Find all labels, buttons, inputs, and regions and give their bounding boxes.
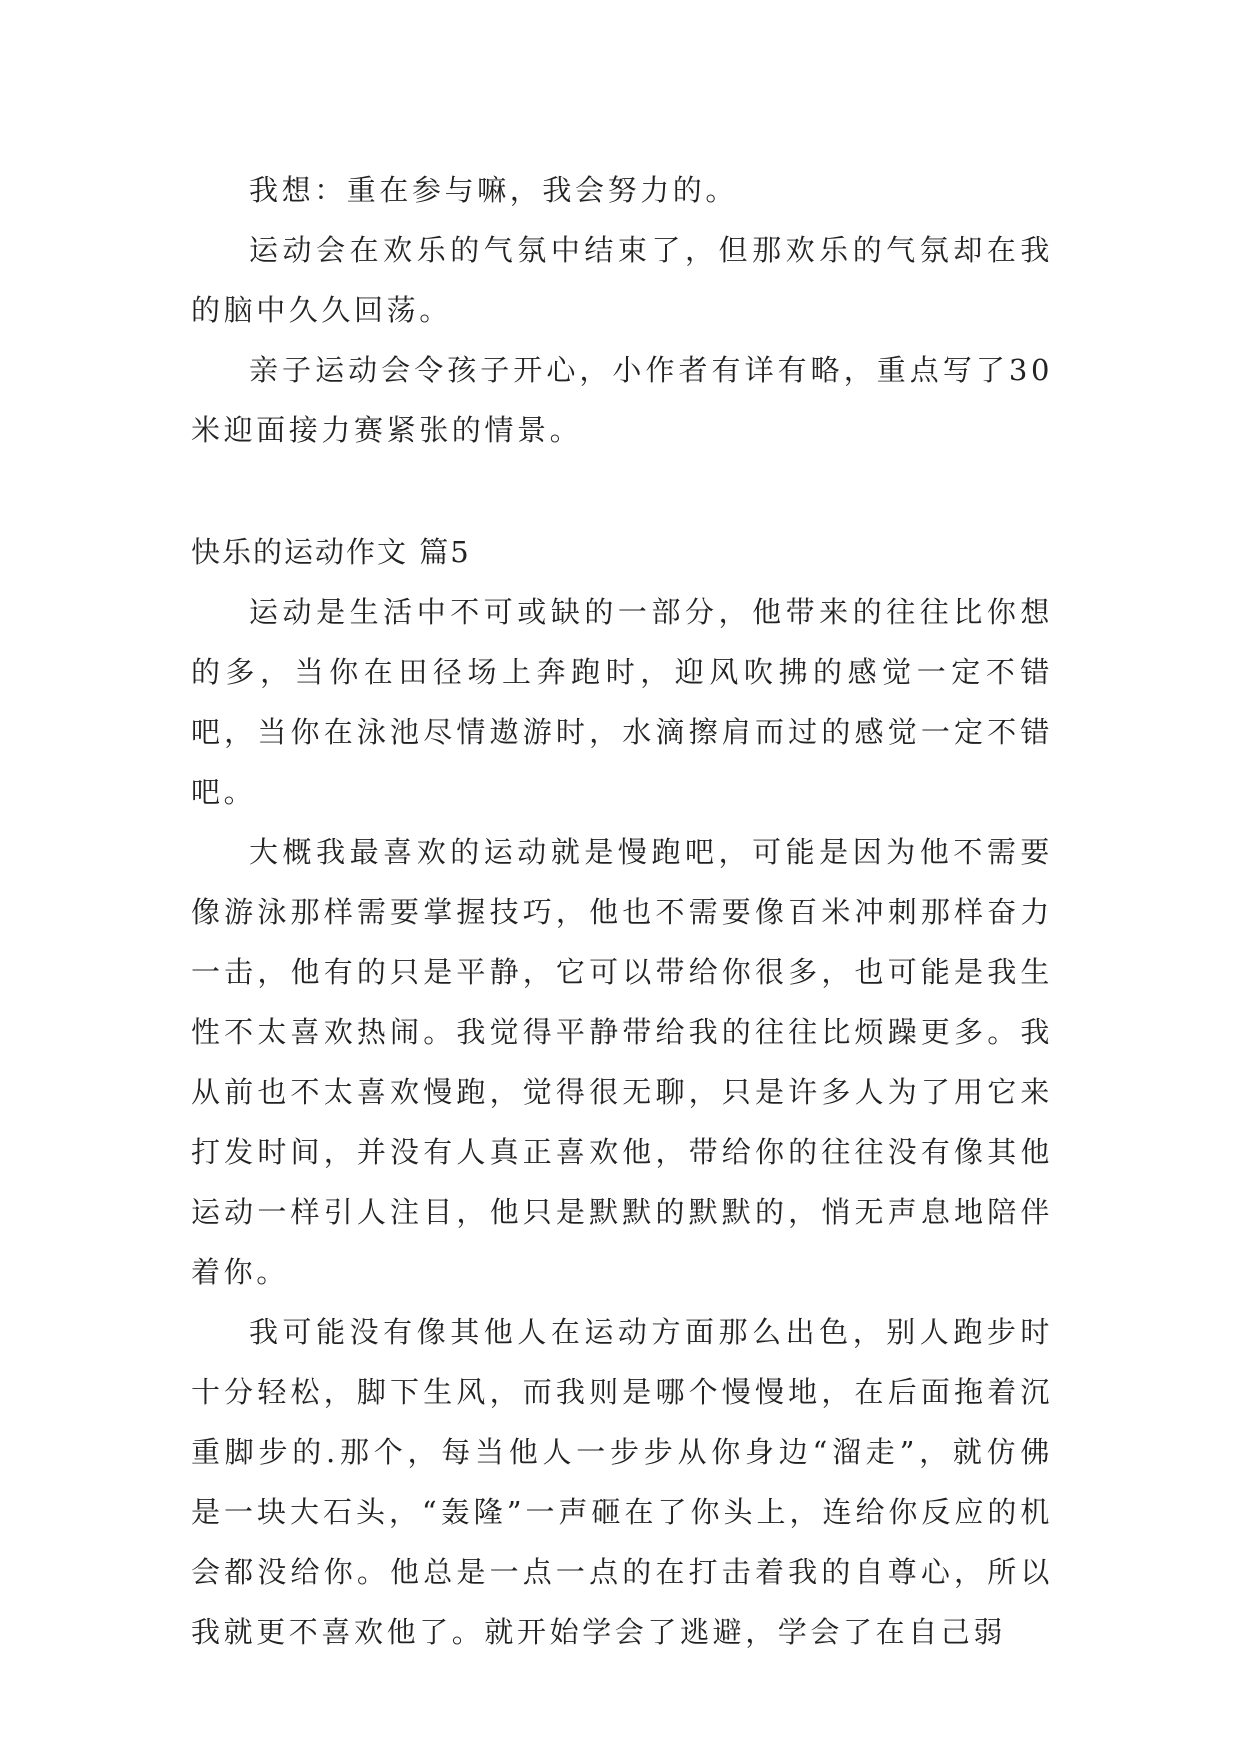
paragraph-intro: 运动是生活中不可或缺的一部分，他带来的往往比你想的多，当你在田径场上奔跑时，迎风吹拂的感觉一定不错吧，当你在泳池尽情遨游时，水滴擦肩而过的感觉一定不错吧。: [191, 595, 1053, 809]
paragraph-sports-meet-end: 运动会在欢乐的气氛中结束了，但那欢乐的气氛却在我的脑中久久回荡。: [191, 233, 1053, 327]
document-body: [191, 160, 1053, 1662]
paragraph-jogging: 大概我最喜欢的运动就是慢跑吧，可能是因为他不需要像游泳那样需要掌握技巧，他也不需要像百米冲刺那样奋力一击，他有的只是平静，它可以带给你很多，也可能是我生性不太喜欢热闹。我觉得平静带给我的往往比烦躁更多。我从前也不太喜欢慢跑，觉得很无聊，只是许多人为了用它来打发时间，并没有人真正喜欢他，带给你的往往没有像其他运动一样引人注目，他只是默默的默默的，悄无声息地陪伴着你。: [191, 835, 1053, 1289]
section-spacer: [191, 460, 1053, 522]
paragraph-self-esteem: 我可能没有像其他人在运动方面那么出色，别人跑步时十分轻松，脚下生风，而我则是哪个慢慢地，在后面拖着沉重脚步的.那个，每当他人一步步从你身边“溜走”，就仿佛是一块大石头，“轰隆”一声砸在了你头上，连给你反应的机会都没给你。他总是一点一点的在打击着我的自尊心，所以我就更不喜欢他了。就开始学会了逃避，学会了在自己弱: [191, 1315, 1053, 1649]
paragraph-teacher-comment: 亲子运动会令孩子开心，小作者有详有略，重点写了30米迎面接力赛紧张的情景。: [191, 353, 1053, 447]
section-heading: 快乐的运动作文 篇5: [191, 535, 471, 569]
paragraph-resolve: 我想：重在参与嘛，我会努力的。: [249, 173, 739, 207]
